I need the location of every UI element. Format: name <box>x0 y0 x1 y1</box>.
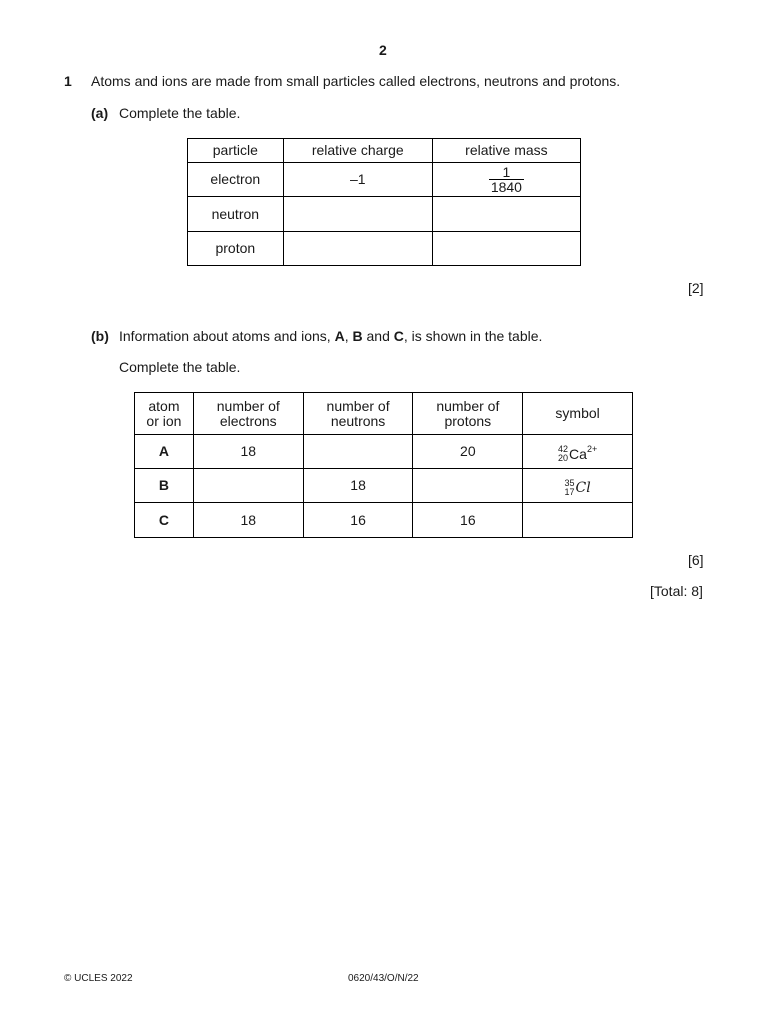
particle-neutron: neutron <box>188 197 284 232</box>
header-relative-mass: relative mass <box>432 139 580 163</box>
header-symbol: symbol <box>523 393 633 435</box>
b-neutrons: 18 <box>303 469 413 503</box>
electron-charge: –1 <box>283 163 432 197</box>
header-line: or ion <box>146 412 182 429</box>
header-electrons <box>193 393 303 435</box>
mass-number: 35 <box>564 478 575 488</box>
proton-charge-answer[interactable] <box>283 232 432 266</box>
intro-text: Information about atoms and ions, <box>119 328 335 344</box>
part-a-instruction: Complete the table. <box>119 105 241 121</box>
ion-charge: 2+ <box>586 443 598 454</box>
c-electrons: 18 <box>193 503 303 538</box>
header-line: number of <box>216 397 280 414</box>
header-line: protons <box>444 412 492 429</box>
table-row <box>188 232 581 266</box>
particle-table <box>187 138 581 266</box>
b-protons-answer[interactable] <box>413 469 523 503</box>
proton-mass-answer[interactable] <box>432 232 580 266</box>
question-stem: Atoms and ions are made from small particles called electrons, neutrons and protons. <box>91 73 621 89</box>
part-b-label: (b) <box>91 328 109 344</box>
mass-number: 42 <box>558 444 569 454</box>
fraction-denominator: 1840 <box>490 179 522 195</box>
header-line: electrons <box>219 412 277 429</box>
c-neutrons: 16 <box>303 503 413 538</box>
atoms-ions-table <box>134 392 633 538</box>
intro-a: A <box>334 328 345 344</box>
header-particle: particle <box>188 139 284 163</box>
atomic-number: 17 <box>564 487 575 497</box>
fraction-numerator: 1 <box>489 165 524 180</box>
part-b-intro <box>119 328 542 344</box>
element-symbol: Cl <box>575 479 591 496</box>
table-row <box>188 163 581 197</box>
element-symbol: Ca <box>569 445 587 462</box>
header-line: neutrons <box>330 412 386 429</box>
particle-proton: proton <box>188 232 284 266</box>
header-neutrons <box>303 393 413 435</box>
a-electrons: 18 <box>193 435 303 469</box>
row-id-c: C <box>135 503 194 538</box>
a-protons: 20 <box>413 435 523 469</box>
intro-text: and <box>362 328 394 344</box>
intro-text: , is shown in the table. <box>403 328 543 344</box>
a-neutrons-answer[interactable] <box>303 435 413 469</box>
part-a-label: (a) <box>91 105 109 121</box>
row-id-a: A <box>135 435 194 469</box>
a-symbol <box>523 435 633 469</box>
page-number: 2 <box>379 42 387 58</box>
paper-code: 0620/43/O/N/22 <box>348 973 419 984</box>
intro-c: C <box>393 328 404 344</box>
table-row <box>135 435 633 469</box>
table-row <box>188 197 581 232</box>
copyright: © UCLES 2022 <box>64 973 133 984</box>
question-number: 1 <box>64 73 72 89</box>
part-a-marks: [2] <box>688 280 704 296</box>
part-b-instruction: Complete the table. <box>119 359 241 375</box>
intro-text: , <box>344 328 353 344</box>
b-symbol <box>523 469 633 503</box>
header-line: atom <box>148 397 180 414</box>
atomic-number: 20 <box>558 453 569 463</box>
chlorine-symbol <box>565 479 591 497</box>
table-row <box>135 469 633 503</box>
particle-electron: electron <box>188 163 284 197</box>
c-symbol-answer[interactable] <box>523 503 633 538</box>
intro-b: B <box>352 328 363 344</box>
neutron-mass-answer[interactable] <box>432 197 580 232</box>
row-id-b: B <box>135 469 194 503</box>
calcium-ion-symbol <box>558 445 597 463</box>
header-relative-charge: relative charge <box>283 139 432 163</box>
header-line: number of <box>436 397 500 414</box>
part-b-marks: [6] <box>688 552 704 568</box>
b-electrons-answer[interactable] <box>193 469 303 503</box>
header-line: number of <box>326 397 390 414</box>
neutron-charge-answer[interactable] <box>283 197 432 232</box>
table-row <box>135 503 633 538</box>
header-atom-or-ion <box>135 393 194 435</box>
electron-mass-fraction <box>489 165 524 194</box>
total-marks: [Total: 8] <box>650 583 703 599</box>
electron-mass <box>432 163 580 197</box>
c-protons: 16 <box>413 503 523 538</box>
header-protons <box>413 393 523 435</box>
